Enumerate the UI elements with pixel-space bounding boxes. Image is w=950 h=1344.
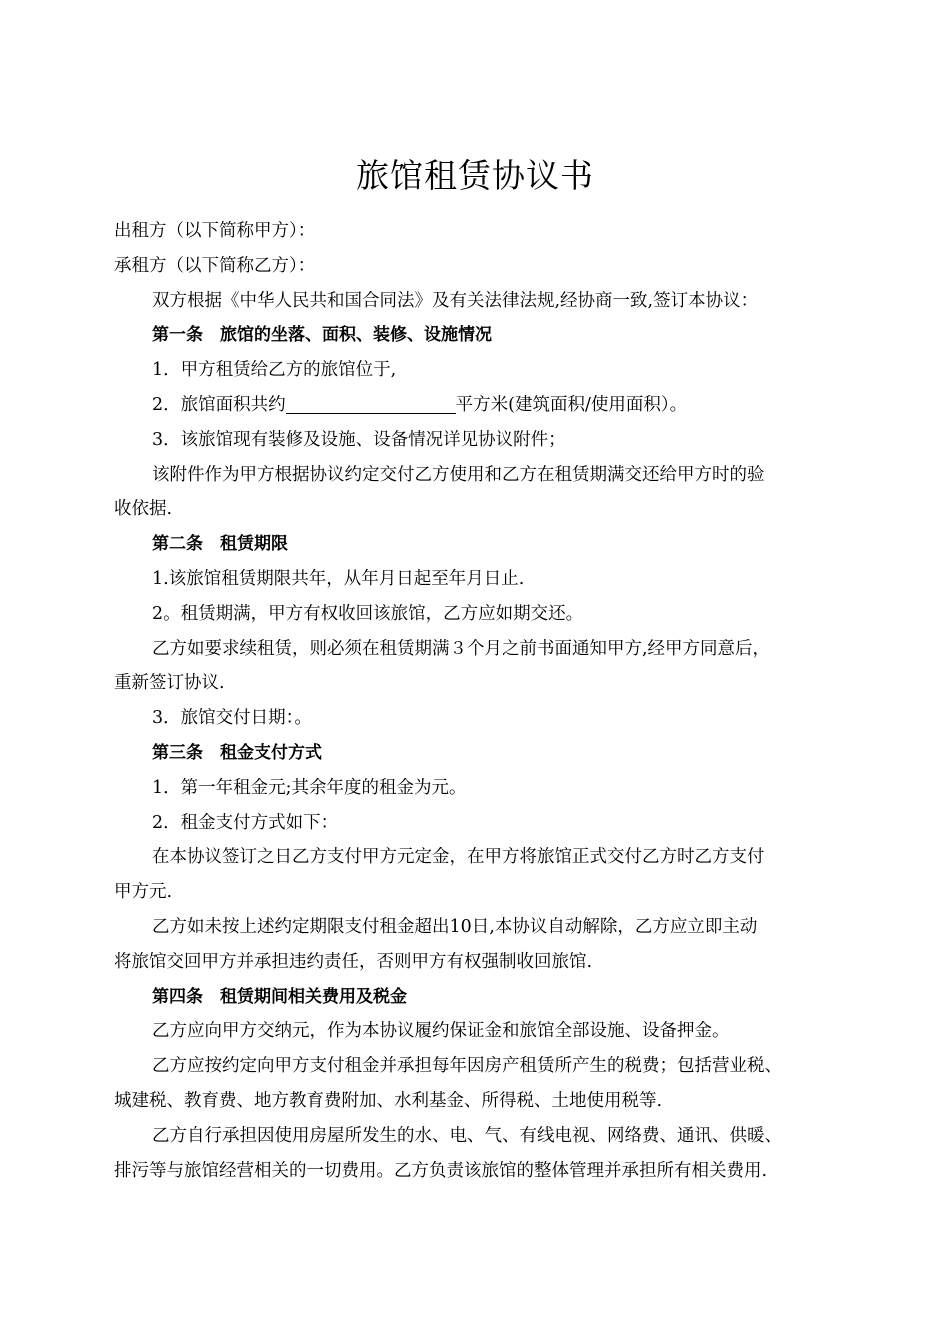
- paragraph-line: [114, 945, 838, 980]
- paragraph-line: [114, 388, 838, 423]
- document-title: 旅馆租赁协议书: [356, 156, 594, 195]
- line-text: 出租方（以下简称甲方）：: [114, 221, 316, 241]
- section-heading: [114, 980, 838, 1015]
- line-text: 3．该旅馆现有装修及设施、设备情况详见协议附件；: [152, 429, 566, 450]
- line-text: 1.该旅馆租赁期限共年，从年月日起至年月日止.: [152, 568, 525, 589]
- line-text: 2．租金支付方式如下：: [152, 812, 339, 833]
- section-heading: [114, 736, 838, 771]
- paragraph-line: [114, 840, 838, 875]
- paragraph-line: [114, 249, 838, 284]
- section-heading: [114, 527, 838, 562]
- document-body: [114, 214, 838, 1188]
- line-text: 双方根据《中华人民共和国合同法》及有关法律法规,经协商一致,签订本协议：: [152, 290, 759, 311]
- paragraph-line: [114, 214, 838, 249]
- paragraph-line: [114, 284, 838, 319]
- line-text: 乙方如未按上述约定期限支付租金超出10日,本协议自动解除，乙方应立即主动: [152, 916, 758, 937]
- line-text: 1．甲方租赁给乙方的旅馆位于,: [152, 360, 397, 381]
- line-text: 第三条 租金支付方式: [152, 742, 322, 763]
- line-text: 第二条 租赁期限: [152, 534, 288, 555]
- line-text: 该附件作为甲方根据协议约定交付乙方使用和乙方在租赁期满交还给甲方时的验: [152, 464, 765, 485]
- paragraph-line: [114, 910, 838, 945]
- paragraph-line: [114, 423, 838, 458]
- line-text: 承租方（以下简称乙方）：: [114, 255, 316, 276]
- section-heading: [114, 318, 838, 353]
- line-text: 1．第一年租金元;其余年度的租金为元。: [152, 777, 467, 798]
- paragraph-line: [114, 353, 838, 388]
- line-text: 乙方应向甲方交纳元，作为本协议履约保证金和旅馆全部设施、设备押金。: [152, 1021, 730, 1042]
- line-text: 乙方应按约定向甲方支付租金并承担每年因房产租赁所产生的税费；包括营业税、: [152, 1056, 782, 1077]
- paragraph-line: [114, 1119, 838, 1154]
- line-text: 甲方元.: [114, 882, 173, 903]
- paragraph-line: [114, 1084, 838, 1119]
- paragraph-line: [114, 771, 838, 806]
- fill-in-blank: [286, 393, 456, 414]
- paragraph-line: [114, 1049, 838, 1084]
- line-text: 在本协议签订之日乙方支付甲方元定金，在甲方将旅馆正式交付乙方时乙方支付: [152, 847, 765, 868]
- line-text: 城建税、教育费、地方教育费附加、水利基金、所得税、土地使用税等.: [114, 1090, 663, 1111]
- line-text: 2．旅馆面积共约: [152, 394, 286, 415]
- line-text: 排污等与旅馆经营相关的一切费用。乙方负责该旅馆的整体管理并承担所有相关费用.: [114, 1160, 768, 1181]
- line-text: 重新签订协议.: [114, 673, 225, 694]
- paragraph-line: [114, 701, 838, 736]
- line-text: 第四条 租赁期间相关费用及税金: [152, 986, 407, 1007]
- paragraph-line: [114, 1014, 838, 1049]
- paragraph-line: [114, 562, 838, 597]
- line-text: 2。租赁期满，甲方有权收回该旅馆，乙方应如期交还。: [152, 603, 584, 624]
- paragraph-line: [114, 492, 838, 527]
- paragraph-line: [114, 632, 838, 667]
- line-text: 第一条 旅馆的坐落、面积、装修、设施情况: [152, 325, 492, 346]
- line-text: 3．旅馆交付日期：。: [152, 708, 312, 729]
- line-text-continued: 平方米(建筑面积/使用面积）。: [455, 394, 688, 415]
- paragraph-line: [114, 806, 838, 841]
- line-text: 将旅馆交回甲方并承担违约责任，否则甲方有权强制收回旅馆.: [114, 951, 593, 972]
- paragraph-line: [114, 458, 838, 493]
- line-text: 收依据.: [114, 499, 173, 520]
- line-text: 乙方自行承担因使用房屋所发生的水、电、气、有线电视、网络费、通讯、供暖、: [152, 1125, 782, 1146]
- paragraph-line: [114, 1154, 838, 1189]
- paragraph-line: [114, 597, 838, 632]
- line-text: 乙方如要求续租赁，则必须在租赁期满３个月之前书面通知甲方,经甲方同意后，: [152, 638, 771, 659]
- paragraph-line: [114, 666, 838, 701]
- paragraph-line: [114, 875, 838, 910]
